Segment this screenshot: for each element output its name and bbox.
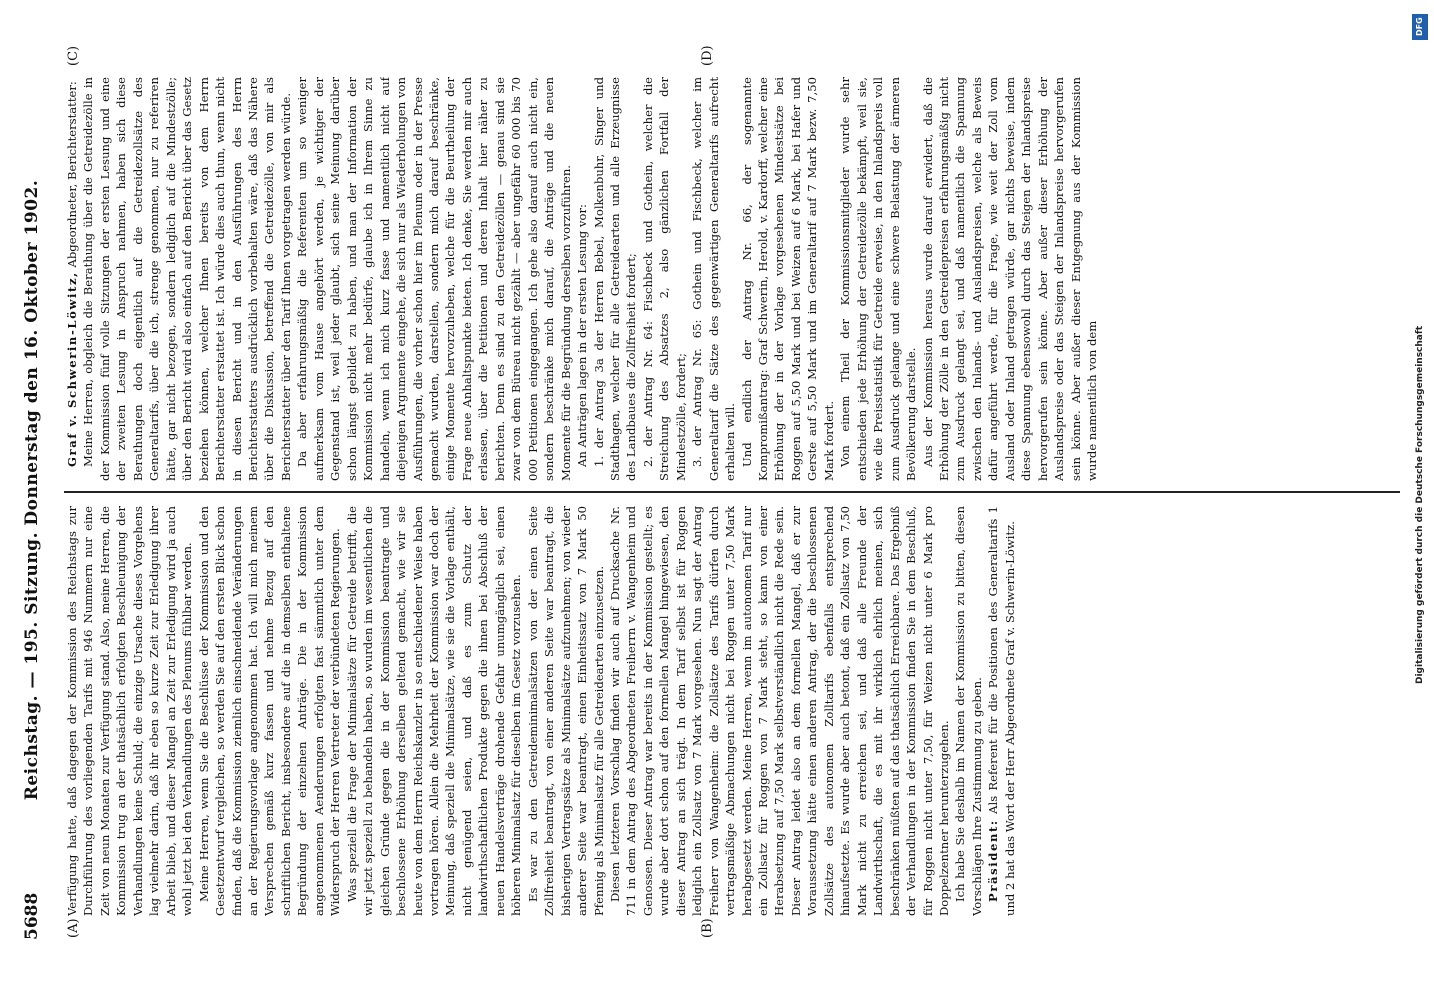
paragraph: Was speziell die Frage der Minimalsätze für Getreide betrifft, die wir jetzt speziell zu behandeln haben, so wurden im wesentlichen die gleichen Gründe gegen die in der Kommission beantragte und beschlossene Erhöhung derselben geltend gemacht, wie wir sie heute von dem Herrn Reichskanzler in so entschiedener Weise haben vortragen hören. Allein die Mehrheit der Kommission war doch der Meinung, daß speziell die Minimalsätze, wie sie die Vorlage enthält, nicht genügend seien, und daß es zum Schutz der landwirthschaftlichen Produkte gegen die ihnen bei Abschluß der neuen Handelsverträge drohende Gefahr unumgänglich sei, einen höheren Minimalsatz für dieselben im Gesetz vorzusehen. [344,506,524,916]
paragraph: Diesen letzteren Vorschlag finden wir auch auf Drucksache Nr. 711 in dem Antrag des Abgeordneten Freiherrn v. Wangenheim und Genossen. Dieser Antrag war bereits in der Kommission gestellt; es wurde aber dort schon auf den formellen Mangel hingewiesen, den dieser Antrag an sich trägt. In dem Tarif selbst ist für Roggen lediglich ein Zollsatz von 7 Mark vorgesehen. Nun sagt der Antrag Freiherr von Wangenheim: die Zollsätze des Tarifs dürfen durch vertragsmäßige Abmachungen nicht bei Roggen unter 7,50 Mark herabgesetzt werden. Meine Herren, wenn im autonomen Tarif nur ein Zollsatz für Roggen von 7 Mark steht, so kann von einer Herabsetzung auf 7,50 Mark selbstverständlich nicht die Rede sein. Dieser Antrag leidet also an dem formellen Mangel, daß er zur Voraussetzung hätte einen anderen Antrag, der die beschlossenen Zollsätze des autonomen Zolltarifs ebenfalls entsprechend hinaufsetzte. Es wurde aber auch betont, daß ein Zollsatz von 7,50 Mark nicht zu erreichen sei, und daß alle Freunde der Landwirthschaft, die es mit ihr wirklich ehrlich meinen, sich beschränken müßten auf das thatsächlich Erreichbare. Das Ergebniß der Verhandlungen in der Kommission finden Sie in dem Beschluß, für Roggen nicht unter 7,50, für Weizen nicht unter 6 Mark pro Doppelzentner herunterzugehen. [607,506,952,916]
list-item: 3. der Antrag Nr. 65: Gothein und Fischbeck, welcher im Generaltarif die Sätze des gegenwärtigen Generaltarifs aufrecht erhalten will. [690,77,738,481]
dfg-credit: Digitalisierung gefördert durch die Deutsche Forschungsgemeinschaft [1415,325,1425,684]
dfg-logo: DFG [1412,14,1428,40]
paragraph: Es war zu den Getreideminimalsätzen von der einen Seite Zollfreiheit beantragt, von einer anderen Seite war beantragt, die bisherigen Vertragssätze als Minimalsätze aufzunehmen; von wieder anderer Seite war beantragt, einen Einheitssatz von 7 Mark 50 Pfennig als Minimalsatz für alle Getreidearten einzusetzen. [525,506,606,916]
margin-letter-a: (A) [66,918,81,938]
paragraph: Und endlich der Antrag Nr. 66, der sogenannte Kompromißantrag: Graf Schwerin, Herold, v. Kardorff, welcher eine Erhöhung der in der Vorlage vorgesehenen Mindestsätze bei Roggen auf 5,50 Mark und bei Weizen auf 6 Mark, bei Hafer und Gerste auf 5,50 Mark und im Generaltarif auf 7 Mark bezw. 7,50 Mark fordert. [739,77,836,481]
margin-letter-b: (B) [700,918,715,938]
margin-letter-c: (C) [66,45,81,66]
speaker-paragraph [64,77,80,481]
running-header [22,40,52,940]
paragraph: Ich habe Sie deshalb im Namen der Kommission zu bitten, diesen Vorschlägen Ihre Zustimmung zu geben. [953,506,984,916]
margin-letter-d: (D) [700,45,715,66]
column-divider [64,491,1400,493]
running-title: Reichstag. — 195. Sitzung. Donnerstag den 16. Oktober 1902. [22,179,42,801]
left-text-column [64,506,1390,916]
page-number: 5688 [22,892,42,940]
praesident-label: Präsident: [986,819,1001,902]
right-text-column [64,77,1390,481]
paragraph: Von einem Theil der Kommissionsmitglieder wurde sehr entschieden jede Erhöhung der Getreidezölle bekämpft, weil sie, wie die Preisstatistik für Getreide erweise, in den Inlandspreis voll zum Ausdruck gelange und eine schwere Belastung der ärmeren Bevölkerung darstelle. [838,77,919,481]
paragraph: An Anträgen lagen in der ersten Lesung vor: [575,204,590,467]
dfg-notice [1406,6,1432,996]
paragraph: Aus der Kommission heraus wurde darauf erwidert, daß die Erhöhung der Zölle in den Getreidepreisen erfahrungsmäßig nicht zum Ausdruck gelangt sei, und daß namentlich die Spannung zwischen den Inlands- und Auslandspreisen, welche als Beweis dafür angeführt werde, für die Frage, wie weit der Zoll vom Ausland oder Inland getragen würde, gar nichts beweise, indem diese Spannung ebensowohl durch das Steigen der Inlandspreise hervorgerufen sein könne. Aber außer dieser Erhöhung der Auslandspreise oder das Steigen der Inlandspreise hervorgerufen sein könne. Aber außer dieser Entgegnung aus der Kommission wurde namentlich von dem [920,77,1100,481]
paragraph: Verfügung hatte, daß dagegen der Kommission des Reichstags zur Durchführung des vorliegenden Tarifs mit 946 Nummern nur eine Zeit von neun Monaten zur Verfügung stand. Also, meine Herren, die Kommission trug an der thatsächlich erfolgten Beschleunigung der Verhandlungen keine Schuld; die einzige Ursache dieses Vorgehens lag vielmehr darin, daß ihr eben so kurze Zeit zur Erledigung ihrer Arbeit blieb, und dieser Mangel an Zeit zur Erledigung wird ja auch wohl jetzt bei den Verhandlungen des Plenums fühlbar werden. [65,506,195,916]
speaker-name: Graf v. Schwerin-Löwitz, [65,271,79,467]
speaker-intro: Abgeordneter, Berichterstatter: [65,81,79,268]
list-item: 1. der Antrag 3a der Herren Bebel, Molkenbuhr, Singer und Stadthagen, welcher für alle Getreidearten und alle Erzeugnisse des Landbaues die Zollfreiheit fordert; [591,77,639,481]
paragraph: Meine Herren, obgleich die Berathung über die Getreidezölle in der Kommission fünf volle Sitzungen der ersten Lesung und eine der zweiten Lesung in Anspruch nahmen, haben sich diese Berathungen doch eigentlich auf die Getreidezollsätze des Generaltarifs, über die ich, strenge genommen, nur zu referiren hätte, gar nicht bezogen, sondern lediglich auf die Mindestzölle; über den Bericht wird also einfach auf den Bericht über das Gesetz beziehen können, welcher Ihnen bereits von dem Herrn Berichterstatter erstattet ist. Ich würde dies auch thun, wenn nicht in diesen Bericht und in den Ausführungen des Herrn Berichterstatters ausdrücklich vorbehalten wäre, daß das Nähere über die Diskussion, betreffend die Getreidezölle, von mir als Berichterstatter über den Tarif Ihnen vorgetragen werden würde. [81,77,293,481]
list-item: 2. der Antrag Nr. 64: Fischbeck und Gothein, welcher die Streichung des Absatzes 2, also gänzlichen Fortfall der Mindestzölle, fordert; [640,77,688,481]
paragraph: Meine Herren, wenn Sie die Beschlüsse der Kommission und den Gesetzentwurf vergleichen, so werden Sie auf den ersten Blick schon finden, daß die Kommission ziemlich einschneidende Veränderungen an der Regierungsvorlage angenommen hat. Ich will mich meinem Versprechen gemäß kurz fassen und nehme Bezug auf den schriftlichen Bericht, insbesondere auf die in demselben enthaltene Begründung der einzelnen Anträge. Die in der Kommission angenommenen Aenderungen erfolgten fast sämmtlich unter dem Widerspruch der Herren Vertreter der verbündeten Regierungen. [196,506,343,916]
praesident-paragraph [985,506,1018,916]
paragraph: Da aber erfahrungsmäßig die Referenten um so weniger aufmerksam vom Hause angehört werden, je wichtiger der Gegenstand ist, weil jeder glaubt, sich seine Meinung darüber schon längst gebildet zu haben, und man der Information der Kommission nicht mehr bedürfe, glaube ich in Ihrem Sinne zu handeln, wenn ich mich kurz fasse und namentlich nicht auf diejenigen Argumente eingehe, die sich nur als Wiederholungen von Ausführungen, die vorher schon hier im Plenum oder in der Presse gemacht wurden, darstellen, sondern mich darauf beschränke, einige Momente hervorzuheben, welche für die Beurtheilung der Frage neue Anhaltspunkte bieten. Ich denke, Sie werden mir auch erlassen, über die Petitionen und deren Inhalt hier näher zu berichten. Denn es sind zu den Getreidezöllen — genau sind sie zwar von dem Büreau nicht gezählt — aber ungefähr 60 000 bis 70 000 Petitionen eingegangen. Ich gehe also darauf auch nicht ein, sondern beschränke mich darauf, die Anträge und die neuen Momente für die Begründung derselben vorzuführen. [295,77,573,481]
praesident-text: Als Referent für die Positionen des Generaltarifs 1 und 2 hat das Wort der Herr Abgeordnete Graf v. Schwerin-Löwitz. [986,506,1017,916]
